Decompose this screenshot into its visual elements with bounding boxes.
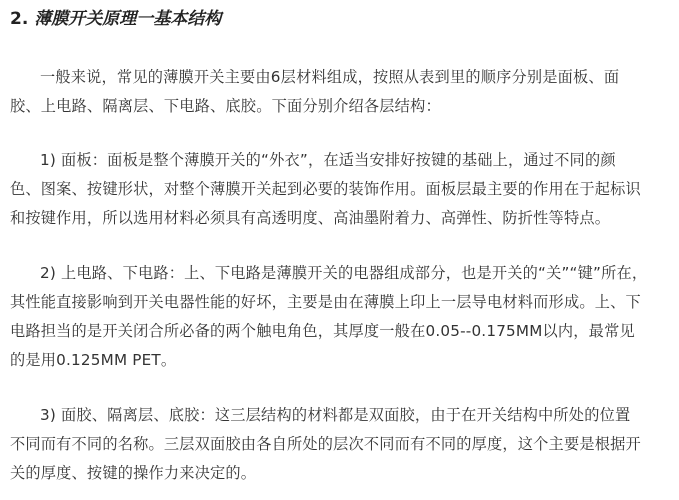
paragraph-line: 和按键作用，所以选用材料必须具有高透明度、高油墨附着力、高弹性、防折性等特点。 (10, 209, 611, 227)
paragraph-line: 的是用0.125MM PET。 (10, 351, 177, 369)
paragraph-line: 电路担当的是开关闭合所必备的两个触电角色，其厚度一般在0.05--0.175MM以内，最常见 (10, 322, 635, 340)
paragraph-line: 1) 面板：面板是整个薄膜开关的“外衣”，在适当安排好按键的基础上，通过不同的颜 (40, 151, 616, 169)
paragraph-line: 关的厚度、按键的操作力来决定的。 (10, 464, 257, 482)
paragraph-circuits (10, 259, 672, 375)
section-number: 2. (10, 9, 29, 29)
paragraph-line: 2) 上电路、下电路：上、下电路是薄膜开关的电器组成部分，也是开关的“关”“键”所在， (40, 264, 648, 282)
paragraph-line: 3) 面胶、隔离层、底胶：这三层结构的材料都是双面胶，由于在开关结构中所处的位置 (40, 406, 631, 424)
paragraph-line: 其性能直接影响到开关电器性能的好坏，主要是由在薄膜上印上一层导电材料而形成。上、下 (10, 293, 641, 311)
paragraph-line: 一般来说，常见的薄膜开关主要由6层材料组成，按照从表到里的顺序分别是面板、面 (40, 68, 620, 86)
paragraph-panel (10, 146, 672, 233)
section-title: 薄膜开关原理一基本结构 (34, 9, 222, 29)
section-heading (10, 7, 221, 31)
paragraph-line: 色、图案、按键形状，对整个薄膜开关起到必要的装饰作用。面板层最主要的作用在于起标识 (10, 180, 641, 198)
paragraph-adhesives (10, 401, 672, 488)
paragraph-intro (10, 63, 672, 121)
paragraph-line: 不同而有不同的名称。三层双面胶由各自所处的层次不同而有不同的厚度，这个主要是根据开 (10, 435, 641, 453)
paragraph-line: 胶、上电路、隔离层、下电路、底胶。下面分别介绍各层结构： (10, 97, 441, 115)
